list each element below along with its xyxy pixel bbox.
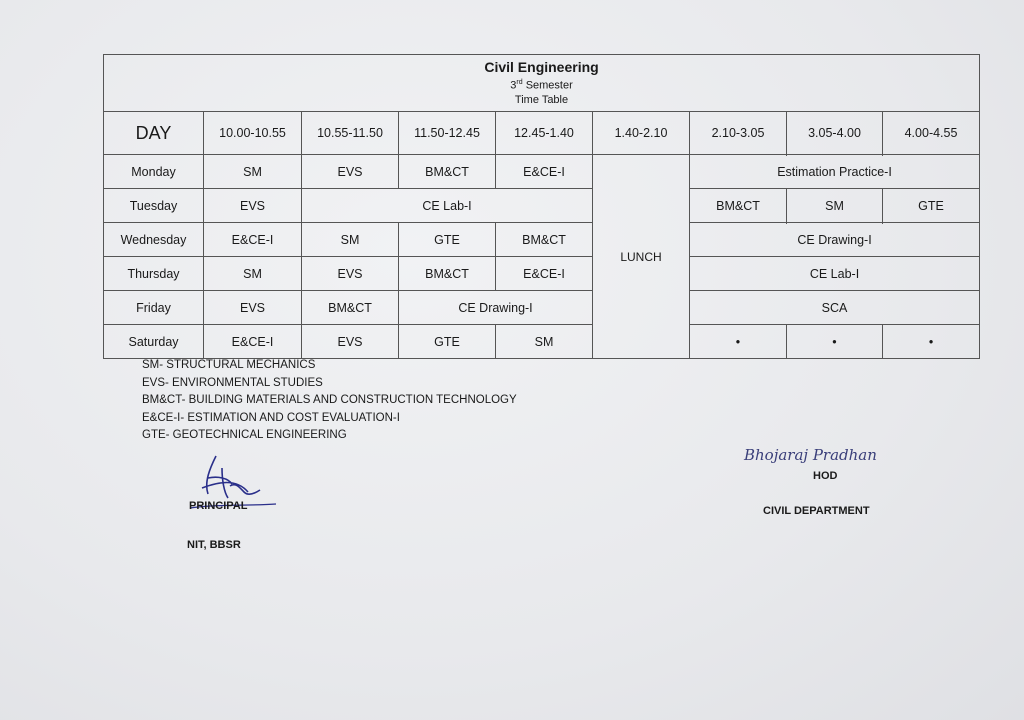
slot-header-6: 2.10-3.05 [690, 112, 787, 155]
legend-item: E&CE-I- ESTIMATION AND COST EVALUATION-I [142, 411, 400, 424]
cell: BM&CT [690, 189, 787, 223]
page-title: Civil Engineering [484, 59, 599, 76]
cell: CE Drawing-I [399, 291, 593, 325]
cell: E&CE-I [496, 257, 593, 291]
day-tuesday: Tuesday [104, 189, 204, 223]
subtitle: Time Table [514, 93, 569, 106]
semester-label: 3rd Semester [510, 79, 573, 92]
department-label: CIVIL DEPARTMENT [763, 505, 870, 517]
cell: SM [204, 155, 302, 189]
day-wednesday: Wednesday [104, 223, 204, 257]
slot-header-8: 4.00-4.55 [883, 112, 980, 155]
header-row [104, 112, 980, 155]
slot-header-1: 10.00-10.55 [204, 112, 302, 155]
cell: GTE [399, 223, 496, 257]
cell: EVS [302, 155, 399, 189]
cell: BM&CT [399, 257, 496, 291]
abbreviation-legend [142, 357, 517, 445]
slot-header-4: 12.45-1.40 [496, 112, 593, 155]
slot-header-3: 11.50-12.45 [399, 112, 496, 155]
cell: • [690, 325, 787, 359]
day-friday: Friday [104, 291, 204, 325]
hod-label: HOD [813, 470, 838, 482]
legend-item: BM&CT- BUILDING MATERIALS AND CONSTRUCTION TECHNOLOGY [142, 394, 517, 406]
cell: E&CE-I [204, 223, 302, 257]
cell: • [787, 325, 883, 359]
legend-item: SM- STRUCTURAL MECHANICS [142, 359, 316, 371]
cell: SCA [690, 291, 980, 325]
cell: GTE [883, 189, 980, 223]
lunch-cell: LUNCH [593, 155, 690, 359]
principal-label: PRINCIPAL [189, 500, 248, 512]
day-saturday: Saturday [104, 325, 204, 359]
cell: EVS [302, 325, 399, 359]
institute-label: NIT, BBSR [187, 539, 241, 551]
cell: SM [496, 325, 593, 359]
legend-item: GTE- GEOTECHNICAL ENGINEERING [142, 429, 347, 441]
slot-header-7: 3.05-4.00 [787, 112, 883, 155]
cell: E&CE-I [204, 325, 302, 359]
cell: BM&CT [302, 291, 399, 325]
timetable [103, 54, 980, 359]
cell: EVS [302, 257, 399, 291]
svg-text:Bhojaraj Pradhan: Bhojaraj Pradhan [744, 446, 877, 464]
cell: CE Lab-I [690, 257, 980, 291]
title-cell [104, 55, 980, 112]
cell: Estimation Practice-I [690, 155, 980, 189]
day-thursday: Thursday [104, 257, 204, 291]
slot-header-2: 10.55-11.50 [302, 112, 399, 155]
cell: GTE [399, 325, 496, 359]
cell: SM [302, 223, 399, 257]
day-monday: Monday [104, 155, 204, 189]
cell: SM [787, 189, 883, 223]
day-header: DAY [104, 112, 204, 155]
title-row [104, 55, 980, 112]
cell: SM [204, 257, 302, 291]
cell: BM&CT [399, 155, 496, 189]
cell: CE Lab-I [302, 189, 593, 223]
legend-item: EVS- ENVIRONMENTAL STUDIES [142, 376, 323, 389]
slot-header-5: 1.40-2.10 [593, 112, 690, 155]
cell: CE Drawing-I [690, 223, 980, 257]
cell: E&CE-I [496, 155, 593, 189]
hod-signature [742, 440, 922, 474]
cell: EVS [204, 189, 302, 223]
cell: • [883, 325, 980, 359]
cell: EVS [204, 291, 302, 325]
cell: BM&CT [496, 223, 593, 257]
